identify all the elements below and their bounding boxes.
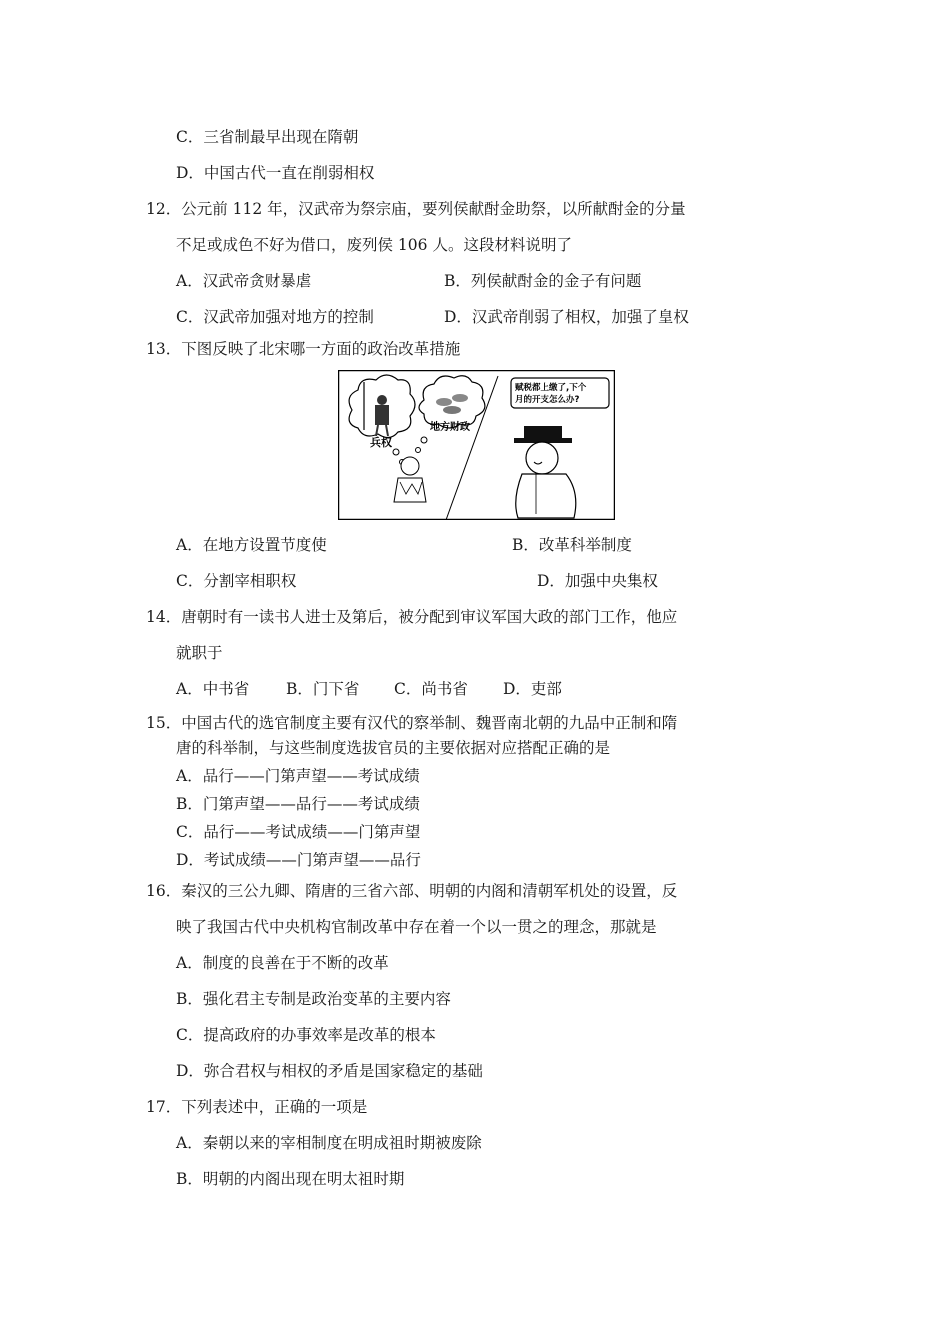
- label-military: 兵权: [370, 436, 392, 449]
- q12-stem-line1: 12．公元前 112 年，汉武帝为祭宗庙，要列侯献酎金助祭，以所献酎金的分量: [146, 200, 686, 218]
- q15-option-c: C．品行——考试成绩——门第声望: [176, 823, 421, 841]
- q14-option-b: B．门下省: [286, 680, 360, 698]
- q14-option-a: A．中书省: [176, 680, 250, 698]
- q13-option-c: C．分割宰相职权: [176, 572, 297, 590]
- speech-bubble: 赋税都上缴了,下个 月的开支怎么办?: [515, 383, 587, 405]
- q15-option-a: A．品行——门第声望——考试成绩: [176, 767, 420, 785]
- q11-option-c: C．三省制最早出现在隋朝: [176, 128, 359, 146]
- q12-option-c: C．汉武帝加强对地方的控制: [176, 308, 374, 326]
- q14-stem-line2: 就职于: [176, 644, 223, 662]
- q16-option-d: D．弥合君权与相权的矛盾是国家稳定的基础: [176, 1062, 483, 1080]
- q15-stem-line1: 15．中国古代的选官制度主要有汉代的察举制、魏晋南北朝的九品中正制和隋: [146, 714, 678, 732]
- q15-option-d: D．考试成绩——门第声望——品行: [176, 851, 421, 869]
- q12-option-a: A．汉武帝贪财暴虐: [176, 272, 312, 290]
- q14-option-d: D．吏部: [503, 680, 562, 698]
- q16-option-a: A．制度的良善在于不断的改革: [176, 954, 389, 972]
- q12-option-b: B．列侯献酎金的金子有问题: [444, 272, 642, 290]
- q13-option-d: D．加强中央集权: [537, 572, 658, 590]
- q16-stem-line1: 16．秦汉的三公九卿、隋唐的三省六部、明朝的内阁和清朝军机处的设置，反: [146, 882, 678, 900]
- q14-stem-line1: 14．唐朝时有一读书人进士及第后，被分配到审议军国大政的部门工作，他应: [146, 608, 678, 626]
- q13-cartoon-image: [338, 370, 615, 520]
- q16-option-c: C．提高政府的办事效率是改革的根本: [176, 1026, 436, 1044]
- q17-option-a: A．秦朝以来的宰相制度在明成祖时期被废除: [176, 1134, 482, 1152]
- label-finance: 地方财政: [430, 422, 470, 433]
- q13-option-b: B．改革科举制度: [512, 536, 632, 554]
- q13-option-a: A．在地方设置节度使: [176, 536, 327, 554]
- q13-stem: 13．下图反映了北宋哪一方面的政治改革措施: [146, 340, 461, 358]
- q15-option-b: B．门第声望——品行——考试成绩: [176, 795, 420, 813]
- q11-option-d: D．中国古代一直在削弱相权: [176, 164, 375, 182]
- q16-stem-line2: 映了我国古代中央机构官制改革中存在着一个以一贯之的理念，那就是: [176, 918, 657, 936]
- q17-stem: 17．下列表述中，正确的一项是: [146, 1098, 368, 1116]
- q14-option-c: C．尚书省: [394, 680, 468, 698]
- q17-option-b: B．明朝的内阁出现在明太祖时期: [176, 1170, 405, 1188]
- q16-option-b: B．强化君主专制是政治变革的主要内容: [176, 990, 451, 1008]
- q12-option-d: D．汉武帝削弱了相权，加强了皇权: [444, 308, 689, 326]
- q12-stem-line2: 不足或成色不好为借口，废列侯 106 人。这段材料说明了: [176, 236, 572, 254]
- q15-stem-line2: 唐的科举制，与这些制度选拔官员的主要依据对应搭配正确的是: [176, 739, 611, 757]
